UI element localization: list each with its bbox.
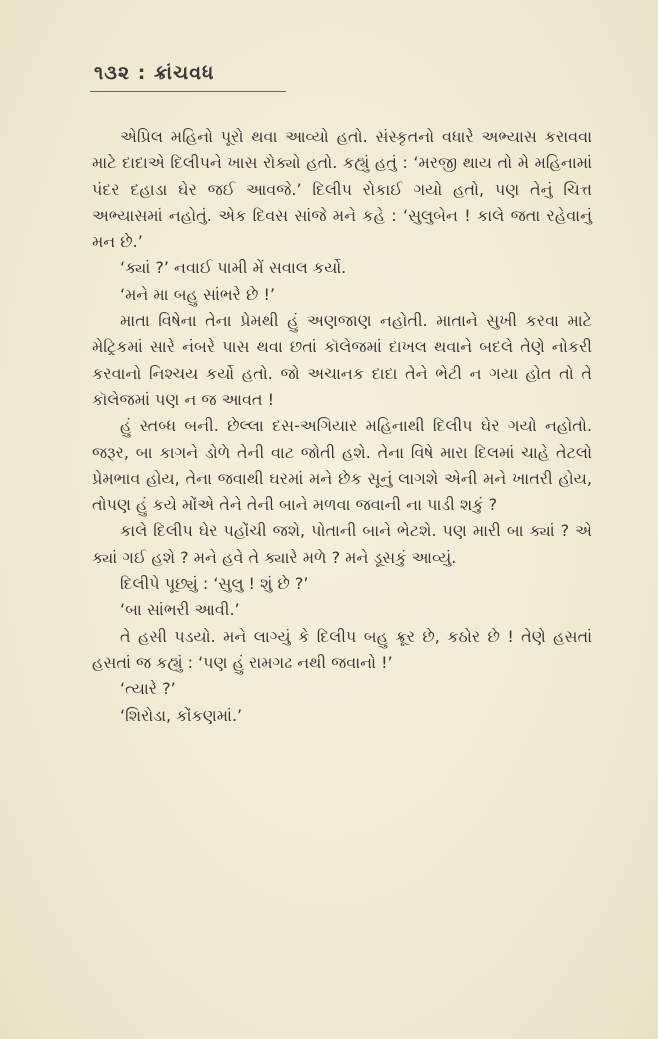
header-rule [90,91,286,92]
body-text [92,124,592,729]
paragraph-11: ‘શિરોડા, કોંકણમાં.’ [120,705,243,725]
paragraph-1: એપ્રિલ મહિનો પૂરો થવા આવ્યો હતો. સંસ્કૃતનો વધારે અભ્યાસ કરાવવા માટે દાદાએ દિલીપને ખાસ રોક્યો હતો. કહ્યું હતું : ‘મરજી થાય તો મે મહિનામાં પંદર દહાડા ઘેર જઈ આવજે.’ દિલીપ રોકાઈ ગયો હતો, પણ તેનું ચિત્ત અભ્યાસમાં નહોતું. એક દિવસ સાંજે મને કહે : ‘સુલુબેન ! કાલે જતા રહેવાનું મન છે.’ [92,127,592,252]
paragraph-5: હું સ્તબ્ધ બની. છેલ્લા દસ-અગિયાર મહિનાથી દિલીપ ઘેર ગયો નહોતો. જરૂર, બા કાગને ડોળે તેની વાટ જોતી હશે. તેના વિષે મારા દિલમાં ચાહે તેટલો પ્રેમભાવ હોય, તેના જવાથી ઘરમાં મને છેક સૂનું લાગશે એની મને ખાતરી હોય, તોપણ હું કયે મોંએ તેને તેની બાને મળવા જવાની ના પાડી શકું ? [92,416,592,515]
paragraph-7: દિલીપે પૂછ્યું : ‘સુલુ ! શું છે ?’ [120,574,309,594]
page-header: ૧૩૨ : ક્રાંચવધ [94,62,215,84]
paragraph-8: ‘બા સાંભરી આવી.’ [120,600,240,620]
paragraph-9: તે હસી પડયો. મને લાગ્યું કે દિલીપ બહુ ક્રૂર છે, કઠોર છે ! તેણે હસતાં હસતાં જ કહ્યું : ‘પણ હું રામગઢ નથી જવાનો !’ [92,626,592,672]
paragraph-2: ‘ક્યાં ?’ નવાઈ પામી મેં સવાલ કર્યો. [120,258,347,278]
paragraph-4: માતા વિષેના તેના પ્રેમથી હું અણજાણ નહોતી. માતાને સુખી કરવા માટે મેટ્રિકમાં સારે નંબરે પાસ થવા છતાં કૉલેજમાં દાખલ થવાને બદલે તેણે નોકરી કરવાનો નિશ્ચય કર્યો હતો. જો અચાનક દાદા તેને ભેટી ન ગયા હોત તો તે કૉલેજમાં પણ ન જ આવત ! [92,311,592,409]
paragraph-3: ‘મને મા બહુ સાંભરે છે !’ [120,284,275,304]
paragraph-10: ‘ત્યારે ?’ [120,679,176,699]
paragraph-6: કાલે દિલીપ ઘેર પહોંચી જશે, પોતાની બાને ભેટશે. પણ મારી બા ક્યાં ? એ ક્યાં ગઈ હશે ? મને હવે તે ક્યારે મળે ? મને ડૂસકું આવ્યું. [92,521,592,567]
